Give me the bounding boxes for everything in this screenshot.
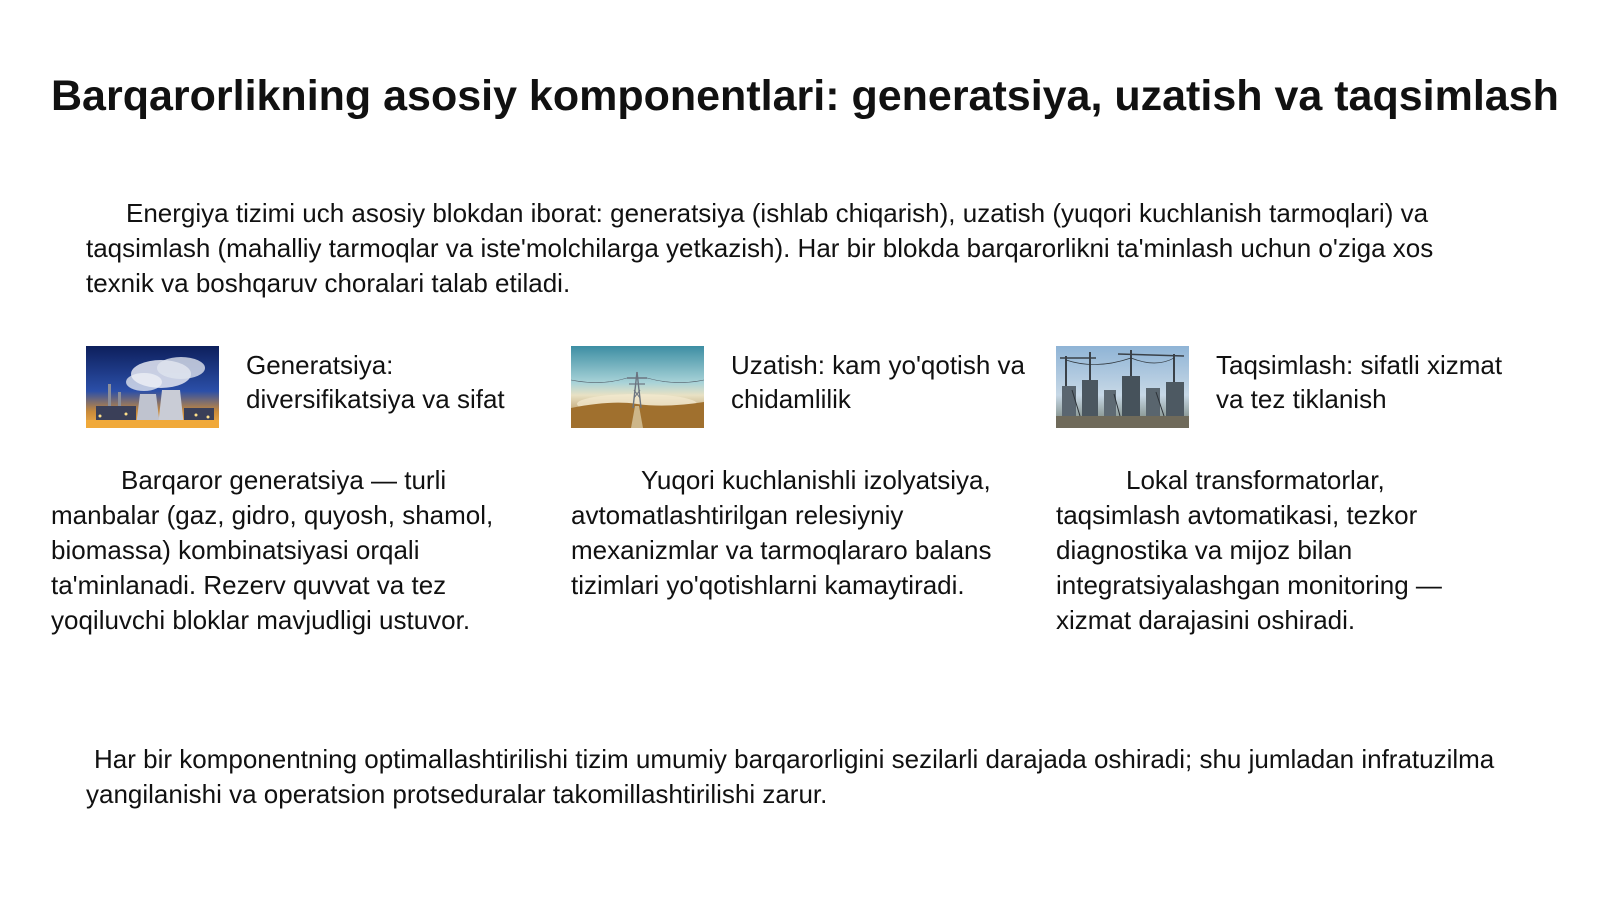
power-plant-photo [86,346,219,428]
intro-paragraph: Energiya tizimi uch asosiy blokdan iborat: generatsiya (ishlab chiqarish), uzatish (yuqori kuchlanish tarmoqlari) va taqsimlash (mahalliy tarmoqlar va iste'molchilarga yetkazish). Har bir blokda barqarorlikni ta'minlash uchun o'ziga xos texnik va boshqaruv choralari talab etiladi. [86,198,1434,298]
substation-photo [1056,346,1189,428]
card-distribution-title: Taqsimlash: sifatli xizmat va tez tiklanish [1216,350,1503,414]
card-distribution-body: Lokal transformatorlar, taqsimlash avtomatikasi, tezkor diagnostika va mijoz bilan integratsiyalashgan monitoring — xizmat darajasini oshiradi. [1056,465,1442,635]
slide-title: Barqarorlikning asosiy komponentlari: generatsiya, uzatish va taqsimlash [51,72,1559,120]
card-generation-title: Generatsiya: diversifikatsiya va sifat [246,350,505,414]
card-generation-body: Barqaror generatsiya — turli manbalar (gaz, gidro, quyosh, shamol, biomassa) kombinatsiyasi orqali ta'minlanadi. Rezerv quvvat va tez yoqiluvchi bloklar mavjudligi ustuvor. [51,465,494,635]
transmission-tower-photo [571,346,704,428]
card-generation-header [86,346,546,428]
card-transmission-body: Yuqori kuchlanishli izolyatsiya, avtomatlashtirilgan relesiyniy mexanizmlar va tarmoqlararo balans tizimlari yo'qotishlarni kamaytiradi. [571,465,992,600]
card-transmission-title: Uzatish: kam yo'qotish va chidamlilik [731,350,1025,414]
card-distribution-header [1056,346,1526,428]
footer-paragraph: Har bir komponentning optimallashtirilishi tizim umumiy barqarorligini sezilarli darajada oshiradi; shu jumladan infratuzilma yangilanishi va operatsion protseduralar takomillashtirilishi zarur. [86,744,1495,809]
card-transmission-header [571,346,1031,428]
